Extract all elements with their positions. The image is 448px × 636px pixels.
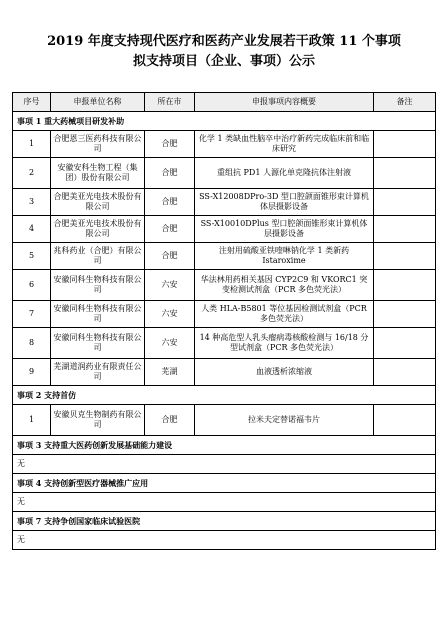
cell-seq: 2 bbox=[13, 158, 51, 189]
table-row bbox=[13, 243, 436, 270]
cell-city: 六安 bbox=[145, 301, 195, 328]
table-header-row bbox=[13, 93, 436, 112]
cell-summary: 人类 HLA-B5801 等位基因检测试剂盒（PCR 多色荧光法） bbox=[195, 301, 374, 328]
cell-note bbox=[374, 405, 436, 436]
table-row bbox=[13, 216, 436, 243]
header-note: 备注 bbox=[374, 93, 436, 112]
table-row bbox=[13, 405, 436, 436]
cell-city: 六安 bbox=[145, 270, 195, 301]
cell-city: 芜湖 bbox=[145, 359, 195, 386]
cell-seq: 1 bbox=[13, 131, 51, 158]
section-title-1: 事项 1 重大药械项目研发补助 bbox=[13, 112, 436, 131]
cell-summary: 华法林用药相关基因 CYP2C9 和 VKORC1 突变检测试剂盒（PCR 多色荧光法） bbox=[195, 270, 374, 301]
cell-seq: 8 bbox=[13, 328, 51, 359]
cell-city: 合肥 bbox=[145, 216, 195, 243]
cell-seq: 1 bbox=[13, 405, 51, 436]
cell-city: 合肥 bbox=[145, 189, 195, 216]
cell-seq: 7 bbox=[13, 301, 51, 328]
cell-city: 合肥 bbox=[145, 405, 195, 436]
section-title-7: 事项 7 支持争创国家临床试验医院 bbox=[13, 512, 436, 531]
cell-summary: 重组抗 PD1 人源化单克隆抗体注射液 bbox=[195, 158, 374, 189]
table-row bbox=[13, 359, 436, 386]
cell-city: 合肥 bbox=[145, 131, 195, 158]
header-summary: 申报事项内容概要 bbox=[195, 93, 374, 112]
cell-summary: 注射用硫酸亚铁喹啉钠化学 1 类新药 Istaroxime bbox=[195, 243, 374, 270]
cell-note bbox=[374, 328, 436, 359]
table-row bbox=[13, 158, 436, 189]
cell-summary: 14 种高危型人乳头瘤病毒核酸检测与 16/18 分型试剂盒（PCR 多色荧光法） bbox=[195, 328, 374, 359]
none-text: 无 bbox=[13, 493, 436, 512]
section-title-3: 事项 3 支持重大医药创新发展基础能力建设 bbox=[13, 436, 436, 455]
header-seq: 序号 bbox=[13, 93, 51, 112]
cell-unit: 安徽同科生物科技有限公司 bbox=[51, 328, 145, 359]
cell-summary: SS-X12008DPro-3D 型口腔颌面锥形束计算机体层摄影设备 bbox=[195, 189, 374, 216]
section-row bbox=[13, 474, 436, 493]
none-text: 无 bbox=[13, 455, 436, 474]
header-unit: 申报单位名称 bbox=[51, 93, 145, 112]
cell-note bbox=[374, 270, 436, 301]
cell-unit: 安徽安科生物工程（集团）股份有限公司 bbox=[51, 158, 145, 189]
cell-seq: 6 bbox=[13, 270, 51, 301]
cell-note bbox=[374, 216, 436, 243]
cell-seq: 5 bbox=[13, 243, 51, 270]
none-text: 无 bbox=[13, 531, 436, 550]
cell-note bbox=[374, 189, 436, 216]
cell-summary: 化学 1 类缺血性脑卒中治疗新药完成临床前和临床研究 bbox=[195, 131, 374, 158]
cell-note bbox=[374, 301, 436, 328]
cell-unit: 合肥美亚光电技术股份有限公司 bbox=[51, 189, 145, 216]
cell-summary: 血液透析浓缩液 bbox=[195, 359, 374, 386]
cell-unit: 芜湖道润药业有限责任公司 bbox=[51, 359, 145, 386]
section-row bbox=[13, 386, 436, 405]
cell-seq: 3 bbox=[13, 189, 51, 216]
cell-summary: 拉米夫定替诺福韦片 bbox=[195, 405, 374, 436]
section-row bbox=[13, 436, 436, 455]
table-row bbox=[13, 270, 436, 301]
cell-city: 合肥 bbox=[145, 243, 195, 270]
document-title-line1: 2019 年度支持现代医疗和医药产业发展若干政策 11 个事项 bbox=[47, 34, 401, 49]
cell-seq: 4 bbox=[13, 216, 51, 243]
cell-city: 合肥 bbox=[145, 158, 195, 189]
empty-row bbox=[13, 455, 436, 474]
cell-unit: 兆科药业（合肥）有限公司 bbox=[51, 243, 145, 270]
table-row bbox=[13, 131, 436, 158]
cell-city: 六安 bbox=[145, 328, 195, 359]
cell-seq: 9 bbox=[13, 359, 51, 386]
cell-unit: 安徽同科生物科技有限公司 bbox=[51, 270, 145, 301]
header-city: 所在市 bbox=[145, 93, 195, 112]
section-title-4: 事项 4 支持创新型医疗器械推广应用 bbox=[13, 474, 436, 493]
cell-note bbox=[374, 359, 436, 386]
empty-row bbox=[13, 531, 436, 550]
section-row bbox=[13, 112, 436, 131]
table-row bbox=[13, 328, 436, 359]
section-row bbox=[13, 512, 436, 531]
table-row bbox=[13, 301, 436, 328]
cell-note bbox=[374, 243, 436, 270]
cell-unit: 合肥美亚光电技术股份有限公司 bbox=[51, 216, 145, 243]
cell-summary: SS-X10010DPlus 型口腔颌面锥形束计算机体层摄影设备 bbox=[195, 216, 374, 243]
cell-note bbox=[374, 131, 436, 158]
project-table bbox=[12, 92, 436, 550]
cell-unit: 安徽贝克生物制药有限公司 bbox=[51, 405, 145, 436]
table-row bbox=[13, 189, 436, 216]
cell-note bbox=[374, 158, 436, 189]
empty-row bbox=[13, 493, 436, 512]
cell-unit: 合肥恩三医药科技有限公司 bbox=[51, 131, 145, 158]
document-title-line2: 拟支持项目（企业、事项）公示 bbox=[132, 54, 315, 69]
cell-unit: 安徽同科生物科技有限公司 bbox=[51, 301, 145, 328]
section-title-2: 事项 2 支持首仿 bbox=[13, 386, 436, 405]
